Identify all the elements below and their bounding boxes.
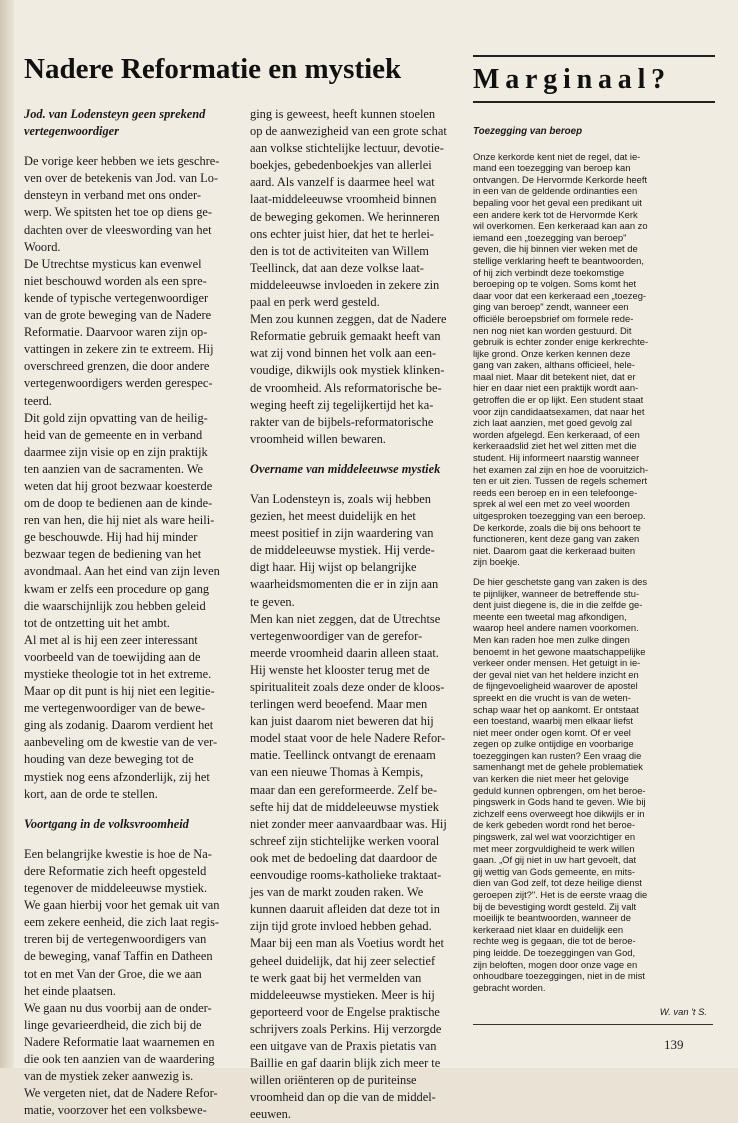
text-line: ten aanzien van de sacramenten. We — [24, 461, 204, 476]
text-line: dien van God zelf, tot deze heilige dienst — [473, 877, 642, 889]
text-line: gij wettig van Gods gemeente, en mits- — [473, 865, 636, 877]
text-line: voorbeeld van de toewijding aan de — [24, 649, 201, 664]
text-line: Reformatie gebruik gemaakt heeft van — [250, 329, 441, 344]
text-line: niet meer onder ogen komt. Of er veel — [473, 726, 631, 738]
text-line: aan volkse stichtelijke lectuur, devotie- — [250, 141, 444, 156]
text-line: spreekt en die vrucht is van de weten- — [473, 691, 631, 703]
text-line: treren bij de vertegenwoordigers van — [24, 932, 207, 947]
text-line: weging heeft zij tegelijkertijd het ka- — [250, 397, 434, 412]
section-heading: vertegenwoordiger — [24, 124, 119, 139]
text-line: middeleeuwse invloeden in zekere zin — [250, 277, 440, 292]
paragraph-gap — [24, 140, 242, 153]
text-line: de kerk gebeden wordt rond het beroe- — [473, 819, 636, 831]
text-line: sefte hij dat de middeleeuwse mystiek — [250, 799, 439, 814]
text-line: schrijvers zoals Perkins. Hij verzorgde — [250, 1021, 442, 1036]
text-line: bij de bevestiging wordt gesteld. Zij valt — [473, 900, 637, 912]
text-line: De Utrechtse mysticus kan evenwel — [24, 256, 202, 271]
text-line: dent juist diegene is, die in die zelfde ge- — [473, 599, 643, 611]
text-line: worden afgelegd. Een kerkeraad, of een — [473, 428, 640, 440]
text-line: de beweging gekomen. We herinneren — [250, 209, 440, 224]
section-heading: Toezegging van beroep — [473, 126, 583, 137]
text-line: teerd. — [24, 393, 52, 408]
text-line: paal en perk werd gesteld. — [250, 295, 380, 310]
text-line: met meer zorgvuldigheid te werk willen — [473, 842, 635, 854]
text-line: geduld kunnen opbrengen, om het beroe- — [473, 784, 646, 796]
text-line: daarmee zijn visie op en zijn praktijk — [24, 444, 208, 459]
text-line: boekjes, gebedenboekjes van allerlei — [250, 158, 432, 173]
text-line: de vroomheid. Als reformatorische be- — [250, 380, 442, 395]
text-line: me vertegenwoordiger van de bewe- — [24, 701, 205, 716]
text-line: Onze kerkorde kent niet de regel, dat ie- — [473, 150, 641, 162]
text-line: willen oriënteren op de puriteinse — [250, 1073, 417, 1088]
text-line: de fijngevoeligheid waarover de apostel — [473, 680, 638, 692]
author-signature: W. van 't S. — [659, 1006, 707, 1018]
text-line: sprek al wel een met zo veel woorden — [473, 498, 630, 510]
text-line: der geval niet van het heldere inzicht en — [473, 668, 639, 680]
text-line: een uitgave van de Praxis pietatis van — [250, 1038, 437, 1053]
text-line: hier en daar niet een praktijk wordt aan- — [473, 382, 639, 394]
text-line: vertegenwoordiger van de gerefor- — [250, 628, 423, 643]
text-line: We gaan nu dus voorbij aan de onder- — [24, 1000, 212, 1015]
text-line: zijn boekje. — [473, 556, 520, 568]
text-line: waarheidsmomenten die er in zijn aan — [250, 577, 439, 592]
marginaal-bottom-rule — [473, 101, 715, 103]
text-line: officiële beroepsbrief om formele rede- — [473, 312, 634, 324]
page-number: 139 — [664, 1037, 684, 1052]
text-line: te werk gaat bij het vermelden van — [250, 970, 422, 985]
text-line: Men kan niet zeggen, dat de Utrechtse — [250, 611, 441, 626]
text-line: ten er uit zien. Tussen de regels schemert — [473, 475, 648, 487]
text-line: functioneren, kent deze gang van zaken — [473, 533, 640, 545]
marginaal-top-rule — [473, 55, 715, 57]
text-line: eem zekere eenheid, die zich laat regis- — [24, 915, 220, 930]
text-line: De hier geschetste gang van zaken is des — [473, 575, 648, 587]
text-line: Maar bij een man als Voetius wordt het — [250, 936, 444, 951]
text-line: in een van de geldende ordinanties een — [473, 185, 638, 197]
text-line: laat-middeleeuwse vroomheid binnen — [250, 192, 437, 207]
text-line: ping leidde. De toezeggingen van God, — [473, 946, 636, 958]
text-line: Dit gold zijn opvatting van de heilig- — [24, 410, 208, 425]
text-line: kan juist daarom niet beweren dat hij — [250, 714, 434, 729]
text-line: het examen zal zijn en hoe de vooruitzich- — [473, 463, 649, 475]
text-line: digt haar. Hij wijst op belangrijke — [250, 560, 417, 575]
text-line: pingswerk, zal wel wat voorzichtiger en — [473, 831, 636, 843]
text-line: vroomheid willen bewaren. — [250, 431, 386, 446]
text-line: Maar op dit punt is hij niet een legitie- — [24, 684, 215, 699]
text-line: Al met al is hij een zeer interessant — [24, 632, 198, 647]
text-line: meente een tweetal mag afkondigen, — [473, 610, 627, 622]
text-line: lijke grond. Onze kerken kennen deze — [473, 347, 631, 359]
text-line: heid van de gemeente en in verband — [24, 427, 203, 442]
text-line: kunnen daaruit afleiden dat deze tot in — [250, 902, 440, 917]
text-line: eeuwen. — [250, 1107, 291, 1122]
paragraph-gap — [24, 833, 242, 846]
text-line: spiritualiteit zoals deze onder de kloos- — [250, 680, 445, 694]
text-line: gezien, het meest duidelijk en het — [250, 509, 416, 524]
text-line: ook met de bedoeling dat daardoor de — [250, 850, 438, 865]
text-line: kerkeraadslid ziet het wel zitten met die — [473, 440, 637, 452]
text-line: avondmaal. Aan het eind van zijn leven — [24, 564, 220, 579]
text-line: zichzelf eens overweegt hoe dikwijls er in — [473, 807, 645, 819]
text-line: werp. We spitsten het toe op diens ge- — [24, 205, 213, 220]
marginaal-title: Marginaal? — [473, 64, 671, 95]
text-line: van de mystiek zeker aanwezig is. — [24, 1069, 194, 1084]
text-line: beroeping op te volgen. Soms komt het — [473, 278, 637, 290]
text-line: houding van deze beweging tot de — [24, 752, 194, 767]
text-line: op de aanwezigheid van een grote schat — [250, 124, 447, 139]
text-line: geroepen zijt?". Het is de eerste vraag die — [473, 889, 648, 900]
text-line: niet. Daarom gaat die kerkeraad buiten — [473, 544, 636, 556]
text-line: vroomheid dan op die van de middel- — [250, 1090, 436, 1105]
text-line: model staat voor de hele Nadere Refor- — [250, 731, 446, 746]
section-heading: Overname van middeleeuwse mystiek — [250, 461, 441, 476]
text-line: gebracht worden. — [473, 981, 546, 993]
paragraph-gap — [250, 448, 462, 461]
text-line: ren van hen, die hij niet als ware heili- — [24, 513, 215, 528]
text-line: jes van de markt zouden raken. We — [250, 885, 424, 900]
marginaal-end-rule — [473, 1024, 713, 1025]
text-line: daar voor dat een kerkeraad een „toezeg- — [473, 289, 647, 301]
text-line: vattingen in zekere zin te extreem. Hij — [24, 342, 214, 357]
text-line: aanbeveling om de kwestie van de ver- — [24, 735, 218, 750]
text-line: ging als zodanig. Daarom verdient het — [24, 718, 214, 733]
text-line: middeleeuwse mystieken. Meer is hij — [250, 987, 435, 1002]
text-line: pingswerk in Gods hand te geven. Wie bij — [473, 796, 646, 808]
text-line: of hij zich verbindt deze toekomstige — [473, 266, 625, 278]
text-line: toezeggingen kan rusten? Een vraag die — [473, 749, 642, 761]
text-line: wil overkomen. Een kerkeraad kan aan zo — [473, 220, 648, 232]
text-line: tegenover de middeleeuwse mystiek. — [24, 881, 208, 896]
text-line: tot en met Van der Groe, die we aan — [24, 966, 202, 981]
text-line: iemand een „toezegging van beroep" — [473, 231, 627, 243]
text-line: zijn beloften, mogen door onze vage en — [473, 958, 638, 970]
text-line: onhoudbare toezeggingen, niet in de mist — [473, 970, 646, 982]
text-line: Men kan raden hoe men zulke dingen — [473, 633, 630, 645]
text-line: getroffen die er op lijkt. Een student staat — [473, 394, 644, 406]
text-line: zijn tijd grote invloed hebben gehad. — [250, 919, 432, 934]
text-line: dere Reformatie zich heeft opgesteld — [24, 863, 207, 878]
text-line: ven over de betekenis van Jod. van Lo- — [24, 171, 219, 186]
text-line: van een nieuwe Thomas à Kempis, — [250, 765, 424, 780]
text-line: maal niet. Maar dit betekent niet, dat er — [473, 370, 636, 382]
text-line: ons echter juist hier, dat het te herlei- — [250, 226, 434, 241]
text-line: linge gevarieerdheid, die zich bij de — [24, 1017, 202, 1032]
article-title: Nadere Reformatie en mystiek — [24, 53, 402, 85]
text-line: die waarschijnlijk zou hebben geleid — [24, 598, 206, 613]
article-column-1 — [24, 106, 242, 1119]
text-line: benoemt in het gewone maatschappelijke — [473, 645, 646, 657]
text-line: geheel duidelijk, dat hij zeer selectief — [250, 953, 436, 968]
text-line: matie, voorzover het een volksbewe- — [24, 1103, 207, 1118]
text-line: schap waar het op aankomt. Er ontstaat — [473, 703, 639, 715]
paragraph-gap — [473, 993, 715, 1006]
text-line: voudige, dikwijls ook mystiek klinken- — [250, 363, 445, 378]
marginaal-header — [473, 55, 715, 103]
text-line: Hij wenste het klooster terug met de — [250, 662, 430, 677]
text-line: niet zonder meer aanvaardbaar was. Hij — [250, 816, 447, 831]
text-line: Nadere Reformatie laat waarnemen en — [24, 1034, 215, 1049]
text-line: verkeer onder mensen. Het getuigt in ie- — [473, 657, 641, 669]
text-line: dachten over de vleeswording van het — [24, 222, 212, 237]
text-line: Van Lodensteyn is, zoals wij hebben — [250, 491, 432, 506]
paragraph-gap — [473, 568, 715, 576]
text-line: de beweging, vanaf Taffin en Datheen — [24, 949, 213, 964]
text-line: student. Hij informeert naarstig wanneer — [473, 452, 640, 464]
text-line: kwam er zelfs een procedure op gang — [24, 581, 210, 596]
page-fold-shadow — [0, 0, 14, 1068]
text-line: eenvoudige rooms-katholieke traktaat- — [250, 868, 442, 883]
text-line: mand een toezegging van beroep kan — [473, 162, 631, 174]
text-line: tot de ontzetting uit het ambt. — [24, 615, 170, 630]
marginaal-column — [473, 126, 715, 1025]
text-line: moeilijk te beantwoorden, wanneer de — [473, 912, 631, 924]
text-line: Woord. — [24, 239, 61, 254]
text-line: ging van beroep" zendt, wanneer een — [473, 301, 629, 313]
text-line: Men zou kunnen zeggen, dat de Nadere — [250, 312, 447, 327]
text-line: de middeleeuwse mystiek. Hij verde- — [250, 543, 435, 558]
text-line: kende of typische vertegenwoordiger — [24, 290, 209, 305]
text-line: meest positief in zijn waardering van — [250, 526, 434, 541]
text-line: ge beschouwde. Hij had hij minder — [24, 530, 198, 545]
text-line: overschreed grenzen, die door andere — [24, 359, 210, 374]
text-line: kerkeraad niet klaar en duidelijk een — [473, 923, 624, 935]
text-line: stellige verklaring heeft te beantwoorden, — [473, 254, 644, 266]
text-line: De kerkorde, zoals die bij ons behoort te — [473, 521, 641, 533]
text-line: Teellinck, dat aan deze volkse laat- — [250, 260, 424, 275]
text-line: mystiek nog eens afzonderlijk, zij het — [24, 769, 210, 784]
paragraph-gap — [250, 478, 462, 491]
text-line: reeds een beroep en in een telefoonge- — [473, 486, 638, 498]
text-line: meerde vroomheid daarin alleen staat. — [250, 645, 439, 660]
text-line: gang van zaken, althans officieel, hele- — [473, 359, 635, 371]
text-line: voor zijn candidaatsexamen, dat naar het — [473, 405, 645, 417]
text-line: Baillie en gaf daarin blijk zich meer te — [250, 1056, 441, 1071]
section-heading: Jod. van Lodensteyn geen sprekend — [24, 107, 206, 121]
text-line: uitgesproken toezegging van een beroep. — [473, 510, 646, 521]
text-line: te geven. — [250, 594, 295, 609]
text-line: bezwaar tegen de bediening van het — [24, 547, 202, 562]
text-line: den is tot de activiteiten van Willem — [250, 243, 429, 258]
text-line: waarop heel andere namen voorkomen. — [473, 622, 639, 634]
text-line: aard. Als vanzelf is daarmee heel wat — [250, 175, 435, 190]
text-line: Reformatie. Daarvoor waren zijn op- — [24, 325, 208, 340]
text-line: gaan. „Of gij niet in uw hart gevoelt, dat — [473, 854, 637, 866]
text-line: nen nog niet kan worden gestuurd. Dit — [473, 324, 632, 336]
text-line: te pijnlijker, wanneer de betreffende stu- — [473, 587, 640, 599]
text-line: wat zij vond binnen het volk aan een- — [250, 346, 437, 361]
text-line: zegen op zulke ontijdige en voorbarige — [473, 738, 634, 750]
text-line: vertegenwoordigers werden gerespec- — [24, 376, 213, 391]
text-line: gebruik is echter zonder enige kerkrechte- — [473, 336, 649, 348]
section-heading: Voortgang in de volksvroomheid — [24, 816, 189, 831]
text-line: terlingen werd beoefend. Maar men — [250, 697, 428, 712]
text-line: niet beschouwd worden als een spre- — [24, 273, 207, 288]
text-line: van de grote beweging van de Nadere — [24, 308, 212, 323]
text-line: matie. Teellinck ontvangt de erenaam — [250, 748, 436, 763]
text-line: geporteerd voor de Engelse praktische — [250, 1004, 440, 1019]
text-line: rechte weg is gegaan, die tot de beroe- — [473, 935, 636, 947]
text-line: De vorige keer hebben we iets geschre- — [24, 154, 220, 169]
text-line: ontvangen. De Hervormde Kerkorde heeft — [473, 173, 648, 185]
text-line: ging is geweest, heeft kunnen stoelen — [250, 107, 436, 121]
text-line: densteyn in verband met ons onder- — [24, 188, 201, 203]
text-line: mystieke theologie tot in het extreme. — [24, 667, 212, 681]
text-line: het einde plaatsen. — [24, 983, 116, 998]
text-line: geven, die hij binnen vier weken met de — [473, 243, 638, 255]
paragraph-gap — [24, 803, 242, 816]
text-line: die ook ten aanzien van de waardering — [24, 1051, 215, 1066]
text-line: een andere kerk tot de Hervormde Kerk — [473, 208, 638, 220]
text-line: om de doop te bedienen aan de kinde- — [24, 496, 213, 511]
text-line: rakter van de bijbels-reformatorische — [250, 414, 434, 429]
text-line: zich laat aanzien, met goed gevolg zal — [473, 417, 632, 429]
text-line: van kerken die niet meer het gelovige — [473, 773, 629, 785]
text-line: maar dan een gereformeerde. Zelf be- — [250, 782, 438, 797]
text-line: Een belangrijke kwestie is hoe de Na- — [24, 846, 212, 861]
text-line: bepaling voor het geval een predikant uit — [473, 196, 642, 208]
text-line: schreef zijn stichtelijke werken vooral — [250, 833, 440, 848]
text-line: kort, aan de orde te stellen. — [24, 786, 158, 801]
text-line: weten dat hij groot bezwaar koesterde — [24, 478, 213, 493]
text-line: We vergeten niet, dat de Nadere Refor- — [24, 1086, 218, 1101]
article-column-2 — [250, 106, 462, 1123]
text-line: een toestand, waarbij men elkaar liefst — [473, 715, 633, 727]
text-line: samenhangt met de gehele problematiek — [473, 761, 643, 773]
text-line: We gaan hierbij voor het gemak uit van — [24, 898, 220, 913]
paragraph-gap — [473, 138, 715, 151]
